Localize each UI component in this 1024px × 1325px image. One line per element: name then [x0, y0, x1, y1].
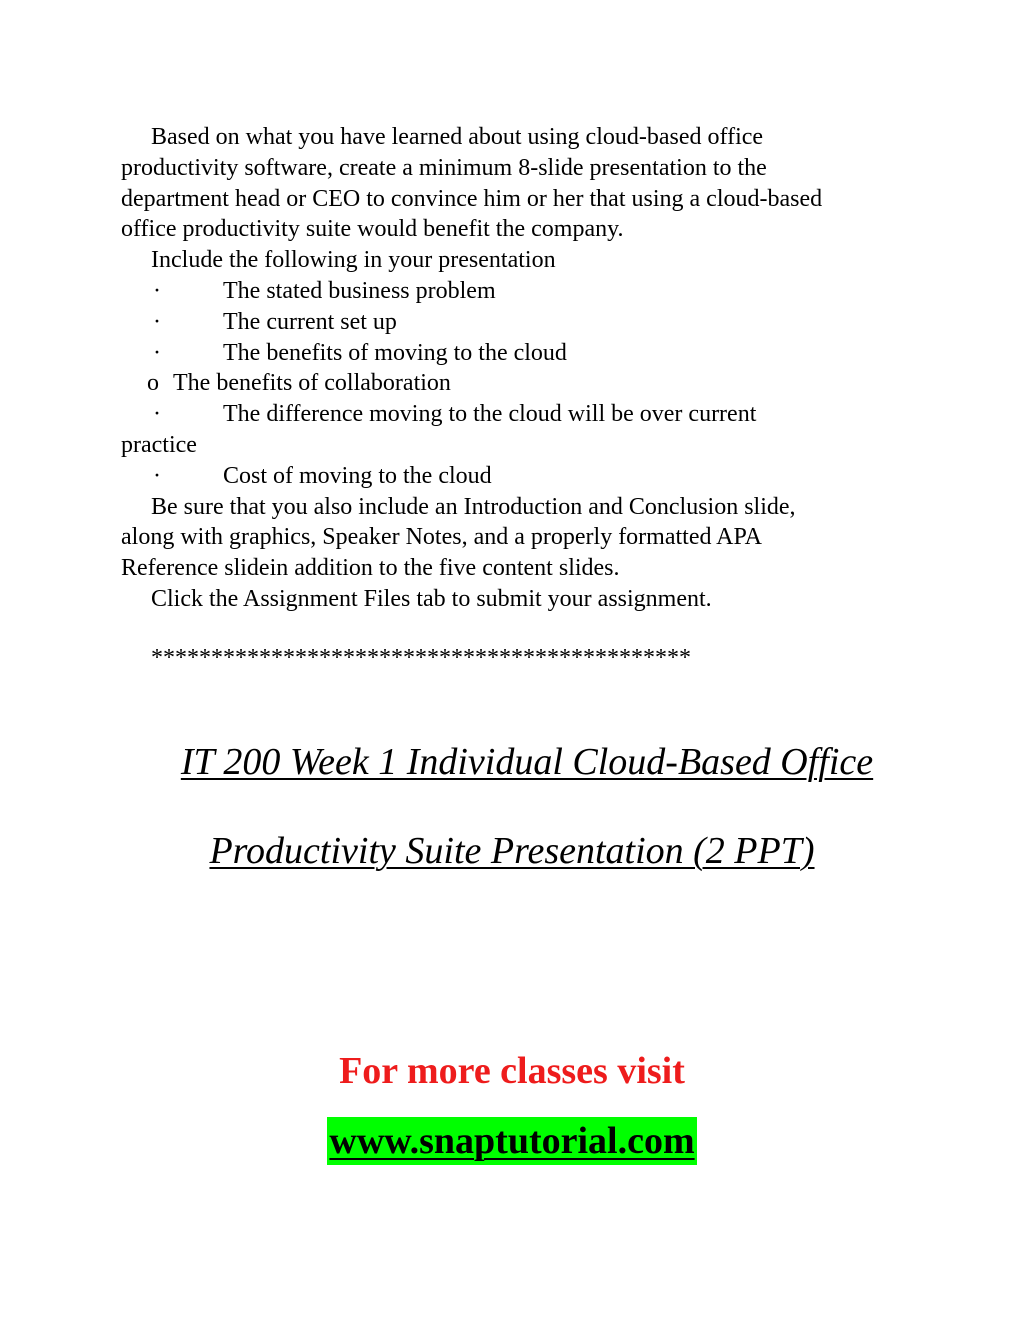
submit-instruction: Click the Assignment Files tab to submit your assignment.	[151, 585, 712, 612]
list-item	[121, 399, 921, 430]
page-title-line-1: IT 200 Week 1 Individual Cloud-Based Office	[180, 741, 874, 783]
bullet-symbol: ·	[153, 277, 161, 304]
promo-link-wrapper	[0, 1117, 1024, 1165]
separator-stars: *********************************************	[151, 645, 691, 671]
bullet-text: Cost of moving to the cloud	[223, 462, 492, 489]
list-item	[121, 276, 921, 307]
intro-line-2: productivity software, create a minimum 8-slide presentation to the	[121, 154, 767, 181]
bullet-symbol: ·	[153, 308, 161, 335]
promo-text: For more classes visit	[339, 1050, 685, 1092]
intro-line-4: office productivity suite would benefit the company.	[121, 216, 624, 243]
sub-bullet-text: The benefits of collaboration	[173, 370, 451, 397]
bullet-continuation: practice	[121, 431, 197, 458]
sub-bullet-symbol: o	[147, 370, 159, 397]
bullet-symbol: ·	[153, 401, 161, 428]
list-item	[121, 461, 921, 492]
page-title-line-2: Productivity Suite Presentation (2 PPT)	[209, 830, 815, 872]
assignment-description	[121, 122, 921, 615]
bullet-text: The benefits of moving to the cloud	[223, 339, 567, 366]
sub-list-item	[121, 368, 921, 399]
intro-line-3: department head or CEO to convince him or her that using a cloud-based	[121, 185, 823, 212]
bullet-text: The current set up	[223, 308, 397, 335]
list-item	[121, 307, 921, 338]
bullet-symbol: ·	[153, 339, 161, 366]
bullet-text: The stated business problem	[223, 277, 496, 304]
intro-line-1: Based on what you have learned about using cloud-based office	[151, 124, 764, 150]
website-link[interactable]: www.snaptutorial.com	[327, 1117, 696, 1165]
closing-line-3: Reference slidein addition to the five content slides.	[121, 555, 620, 582]
closing-line-1: Be sure that you also include an Introduction and Conclusion slide,	[151, 493, 796, 520]
list-item	[121, 338, 921, 369]
bullet-symbol: ·	[153, 462, 161, 489]
closing-line-2: along with graphics, Speaker Notes, and a properly formatted APA	[121, 524, 762, 551]
include-heading: Include the following in your presentation	[151, 247, 556, 274]
bullet-text: The difference moving to the cloud will be over current	[223, 401, 757, 428]
